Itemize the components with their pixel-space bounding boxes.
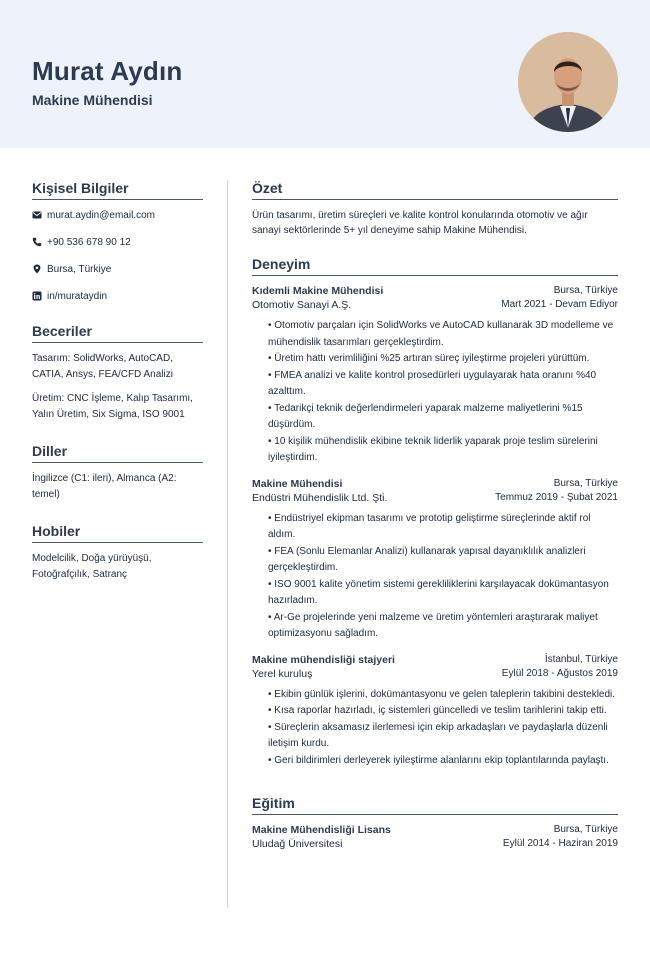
job-company: Yerel kuruluş [252, 667, 313, 680]
job-entry [252, 284, 618, 467]
job-location: İstanbul, Türkiye [544, 653, 618, 665]
education-entry [252, 823, 618, 851]
phone-icon [32, 237, 42, 247]
contact-email [32, 208, 203, 222]
summary-heading: Özet [252, 180, 618, 200]
email-text: murat.aydin@email.com [47, 209, 155, 221]
job-entry [252, 477, 618, 643]
bullet-item: • Süreçlerin aksamasız ilerlemesi için ekip arkadaşları ve paydaşlarla düzenli iletişim kurdu. [268, 720, 618, 753]
school-name: Uludağ Üniversitesi [252, 838, 343, 850]
linkedin-icon [32, 291, 42, 301]
job-dates: Temmuz 2019 - Şubat 2021 [495, 491, 618, 503]
column-divider [227, 180, 228, 908]
bullet-item: • FMEA analizi ve kalite kontrol prosedürleri uygulayarak hata oranını %40 azalttım. [268, 368, 618, 401]
job-role: Kıdemli Makine Mühendisi [252, 285, 384, 297]
education-heading: Eğitim [252, 795, 618, 815]
personal-info-heading: Kişisel Bilgiler [32, 180, 203, 200]
skill-design: Tasarım: SolidWorks, AutoCAD, CATIA, Ansys, FEA/CFD Analizi [32, 353, 173, 380]
experience-heading: Deneyim [252, 256, 618, 276]
linkedin-text: in/murataydin [47, 290, 108, 302]
bullet-item: • Ekibin günlük işlerini, dokümantasyonu ve gelen taleplerin takibini destekledi. [268, 687, 618, 704]
bullet-item: • Tedarikçi teknik değerlendirmeleri yaparak malzeme maliyetlerini %15 düşürdüm. [268, 401, 618, 434]
person-portrait-icon [518, 32, 618, 132]
degree-name: Makine Mühendisliği Lisans [252, 824, 391, 836]
bullet-item: • FEA (Sonlu Elemanlar Analizi) kullanarak yapısal dayanıklılık analizleri gerçekleştirdim. [268, 544, 618, 577]
languages-text: İngilizce (C1: ileri), Almanca (A2: temel) [32, 473, 177, 500]
languages-heading: Diller [32, 443, 203, 463]
phone-text: +90 536 678 90 12 [47, 236, 131, 248]
job-dates: Mart 2021 - Devam Ediyor [501, 299, 618, 310]
email-icon [32, 210, 42, 220]
hobbies-text: Modelcilik, Doğa yürüyüşü, Fotoğrafçılık, Satranç [32, 553, 152, 580]
left-column [32, 180, 203, 583]
job-location: Bursa, Türkiye [553, 285, 618, 296]
job-bullets [252, 687, 618, 770]
job-entry [252, 653, 618, 770]
bullet-item: • 10 kişilik mühendislik ekibine teknik liderlik yaparak proje teslim sürelerini iyileştirdim. [268, 434, 618, 467]
job-dates: Eylül 2018 - Ağustos 2019 [501, 667, 618, 679]
job-title: Makine Mühendisi [32, 92, 153, 108]
skills-heading: Beceriler [32, 323, 203, 343]
bullet-item: • Ar-Ge projelerinde yeni malzeme ve üretim yöntemleri araştırarak maliyet optimizasyonu sağladım. [268, 610, 618, 643]
location-text: Bursa, Türkiye [47, 263, 112, 275]
bullet-item: • Üretim hattı verimliliğini %25 artıran süreç iyileştirme projeleri yürüttüm. [268, 351, 618, 368]
education-location: Bursa, Türkiye [553, 824, 618, 835]
resume-header [0, 0, 650, 148]
job-company: Endüstri Mühendislik Ltd. Şti. [252, 491, 388, 504]
contact-phone [32, 235, 203, 249]
job-role: Makine mühendisliği stajyeri [252, 653, 395, 666]
job-role: Makine Mühendisi [252, 477, 343, 490]
contact-linkedin [32, 289, 203, 303]
right-column [252, 180, 618, 861]
person-name: Murat Aydın [32, 56, 183, 86]
job-company: Otomotiv Sanayi A.Ş. [252, 299, 352, 311]
location-pin-icon [32, 264, 42, 274]
job-bullets [252, 318, 618, 467]
education-dates: Eylül 2014 - Haziran 2019 [502, 838, 618, 849]
bullet-item: • ISO 9001 kalite yönetim sistemi gerekliliklerini karşılayacak dokümantasyon hazırladım. [268, 577, 618, 610]
contact-location [32, 262, 203, 276]
skill-production: Üretim: CNC İşleme, Kalıp Tasarımı, Yalın Üretim, Six Sigma, ISO 9001 [32, 393, 193, 420]
hobbies-heading: Hobiler [32, 523, 203, 543]
summary-text: Ürün tasarımı, üretim süreçleri ve kalite kontrol konularında otomotiv ve ağır sanayi sektörlerinde 5+ yıl deneyime sahip Makine Mühendisi. [252, 210, 588, 236]
bullet-item: • Kısa raporlar hazırladı, iç sistemleri güncelledi ve teslim tarihlerini takip etti. [268, 703, 618, 720]
job-location: Bursa, Türkiye [553, 477, 618, 489]
bullet-item: • Endüstriyel ekipman tasarımı ve prototip geliştirme süreçlerinde aktif rol aldım. [268, 511, 618, 544]
bullet-item: • Geri bildirimleri derleyerek iyileştirme alanlarını ekip toplantılarında paylaştı. [268, 753, 618, 770]
bullet-item: • Otomotiv parçaları için SolidWorks ve AutoCAD kullanarak 3D modelleme ve mühendislik tasarımları gerçekleştirdim. [268, 318, 618, 351]
job-bullets [252, 511, 618, 643]
profile-photo [518, 32, 618, 132]
